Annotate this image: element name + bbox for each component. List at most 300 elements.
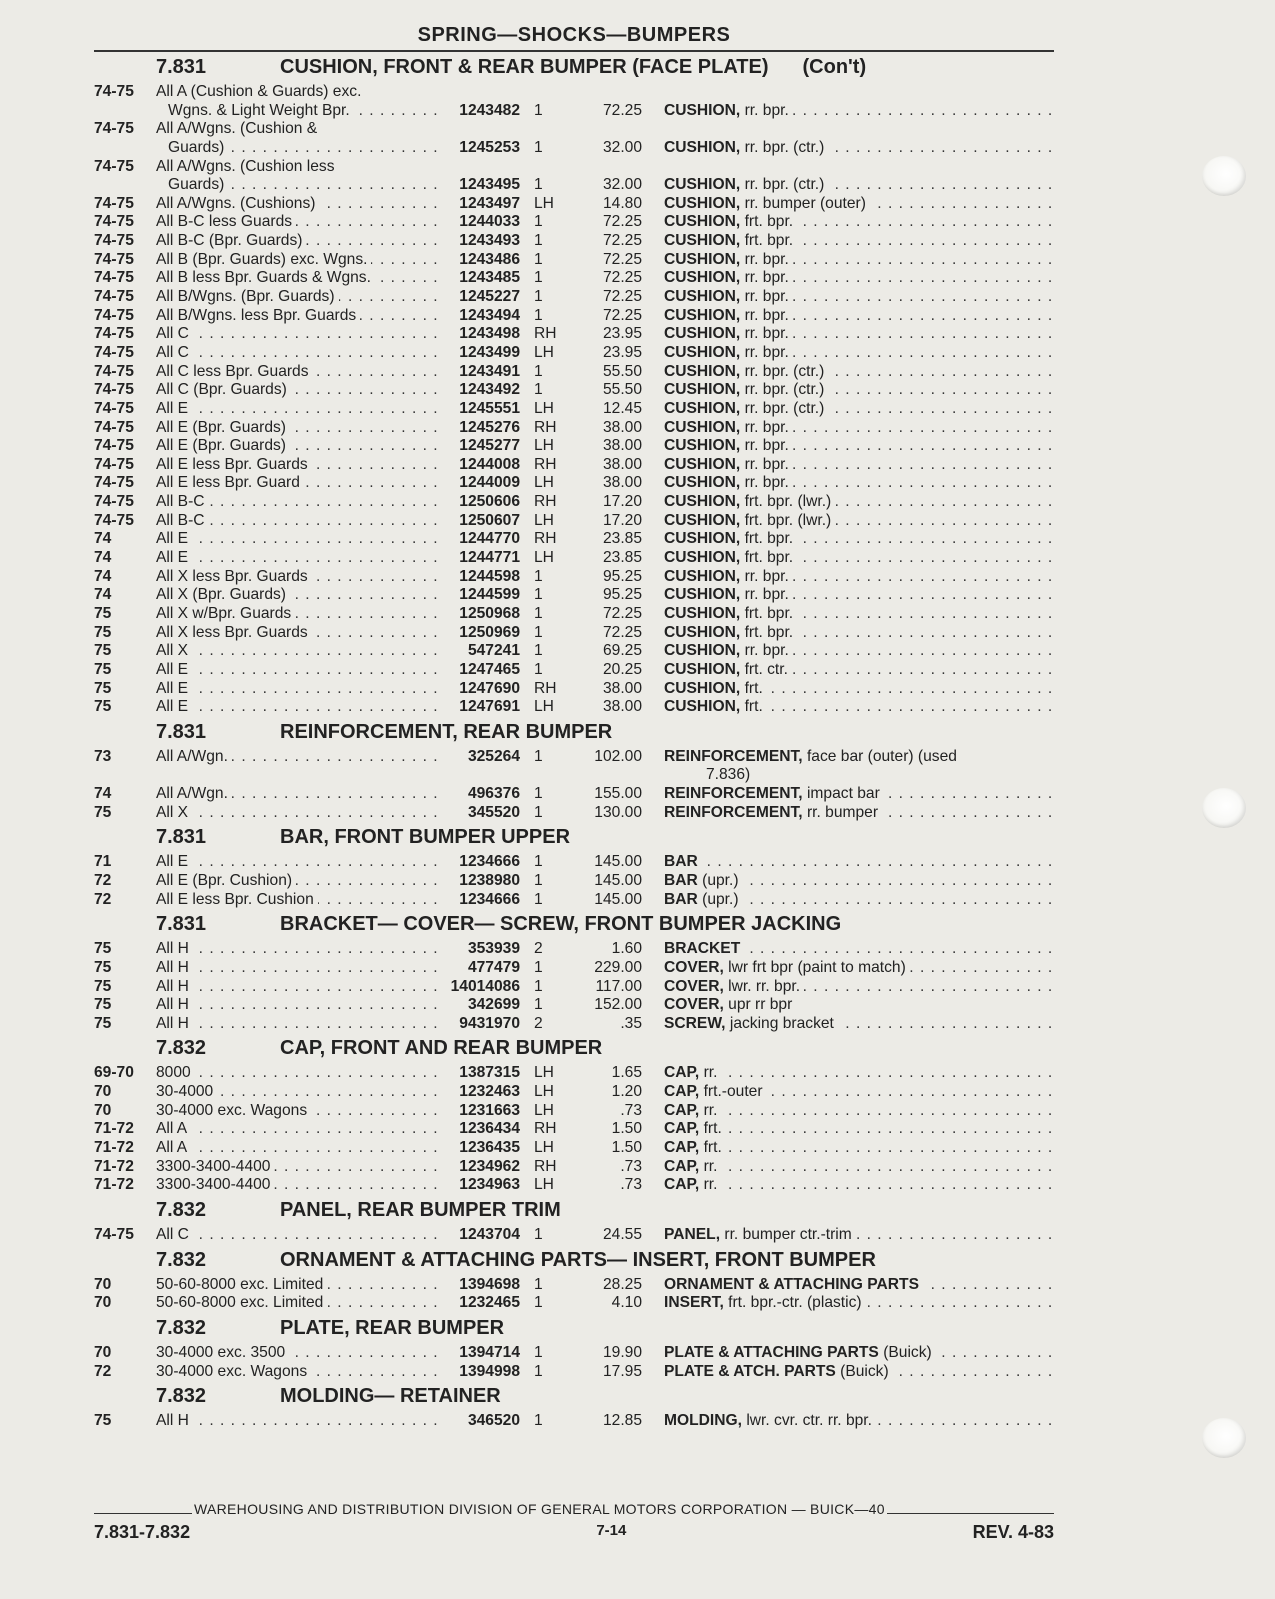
quantity: LH bbox=[534, 1064, 554, 1082]
section-heading bbox=[94, 1381, 1054, 1412]
part-name bbox=[642, 363, 1054, 382]
table-row bbox=[94, 766, 1054, 785]
part-name-bold: CUSHION, bbox=[664, 567, 741, 585]
part-name-bold: CUSHION, bbox=[664, 679, 741, 697]
part-name-detail: 7.836) bbox=[706, 766, 751, 784]
part-name-text bbox=[664, 400, 828, 417]
part-number: 1243498 bbox=[459, 325, 520, 343]
application-description bbox=[156, 1176, 444, 1195]
table-row bbox=[94, 139, 1054, 158]
application-text: 50-60-8000 exc. Limited bbox=[156, 1294, 327, 1311]
application-description bbox=[156, 549, 444, 568]
section-heading bbox=[94, 1245, 1054, 1276]
model-year: 75 bbox=[94, 623, 112, 641]
part-name-bold: ORNAMENT & ATTACHING PARTS bbox=[664, 1275, 919, 1293]
part-name-bold: CAP, bbox=[664, 1157, 700, 1175]
part-number bbox=[444, 158, 520, 177]
quantity: 1 bbox=[534, 1225, 543, 1243]
list-price: 69.25 bbox=[602, 642, 642, 660]
application-text: All E bbox=[156, 530, 192, 547]
list-price: 145.00 bbox=[594, 853, 642, 871]
part-number: 1243499 bbox=[459, 343, 520, 361]
quantity: RH bbox=[534, 418, 557, 436]
table-row bbox=[94, 940, 1054, 959]
application-description bbox=[156, 978, 444, 997]
part-number: 1245253 bbox=[459, 138, 520, 156]
application-text: All H bbox=[156, 996, 193, 1013]
list-price: 72.25 bbox=[602, 250, 642, 268]
quantity: LH bbox=[534, 1176, 554, 1194]
part-name bbox=[642, 624, 1054, 643]
model-year: 70 bbox=[94, 1083, 112, 1101]
part-name-text bbox=[664, 1015, 838, 1032]
part-name-detail: frt. bpr. (lwr.) bbox=[744, 511, 832, 529]
part-name bbox=[642, 748, 1054, 767]
table-row bbox=[94, 232, 1054, 251]
model-year: 74-75 bbox=[94, 493, 134, 511]
application-description bbox=[156, 1226, 444, 1245]
footer-section-range: 7.831-7.832 bbox=[94, 1522, 191, 1542]
section-1 bbox=[94, 717, 1054, 823]
table-row bbox=[94, 891, 1054, 910]
part-name-text bbox=[664, 978, 804, 995]
quantity: 1 bbox=[534, 567, 543, 585]
part-name-text bbox=[664, 785, 884, 802]
part-name-bold: CUSHION, bbox=[664, 325, 741, 343]
part-number: 1247465 bbox=[459, 660, 520, 678]
application-description bbox=[156, 251, 444, 270]
part-name-bold: COVER, bbox=[664, 958, 724, 976]
application-description bbox=[156, 419, 444, 438]
part-name-detail: rr. bpr. bbox=[744, 306, 789, 324]
table-row bbox=[94, 1120, 1054, 1139]
part-name bbox=[642, 269, 1054, 288]
part-name-bold: CUSHION, bbox=[664, 399, 741, 417]
table-row bbox=[94, 586, 1054, 605]
table-row bbox=[94, 1226, 1054, 1245]
application-text: All X (Bpr. Guards) bbox=[156, 586, 290, 603]
quantity: RH bbox=[534, 455, 557, 473]
part-name-detail: rr. bpr. bbox=[744, 325, 789, 343]
application-description bbox=[156, 680, 444, 699]
table-row bbox=[94, 288, 1054, 307]
section-3 bbox=[94, 909, 1054, 1033]
part-name bbox=[642, 549, 1054, 568]
part-name bbox=[642, 568, 1054, 587]
part-name-text bbox=[664, 307, 793, 324]
quantity: 1 bbox=[534, 747, 543, 765]
part-number: 1244008 bbox=[459, 455, 520, 473]
part-name-detail: rr. bpr. bbox=[744, 250, 789, 268]
list-price: 72.25 bbox=[602, 232, 642, 250]
table-row bbox=[94, 1015, 1054, 1034]
list-price: 38.00 bbox=[602, 698, 642, 716]
model-year: 70 bbox=[94, 1294, 112, 1312]
section-7 bbox=[94, 1313, 1054, 1381]
part-name-detail: upr rr bpr bbox=[728, 996, 793, 1014]
application-text: All H bbox=[156, 959, 193, 976]
list-price: 38.00 bbox=[602, 679, 642, 697]
part-name-bold: BAR bbox=[664, 871, 698, 889]
quantity: LH bbox=[534, 1139, 554, 1157]
quantity: 1 bbox=[534, 977, 543, 995]
application-text: 30-4000 exc. Wagons bbox=[156, 1102, 311, 1119]
list-price: 24.55 bbox=[602, 1225, 642, 1243]
application-description bbox=[156, 493, 444, 512]
application-text: All A/Wgns. (Cushions) bbox=[156, 195, 319, 212]
quantity: 1 bbox=[534, 213, 543, 231]
model-year: 74-75 bbox=[94, 83, 134, 100]
part-number: 1387315 bbox=[459, 1064, 520, 1082]
part-name-bold: CUSHION, bbox=[664, 288, 741, 306]
quantity: 1 bbox=[534, 232, 543, 250]
application-text: All E less Bpr. Guard bbox=[156, 474, 304, 491]
list-price: 1.20 bbox=[611, 1083, 642, 1101]
section-2 bbox=[94, 822, 1054, 909]
table-row bbox=[94, 363, 1054, 382]
application-text: All E (Bpr. Cushion) bbox=[156, 872, 296, 889]
quantity: RH bbox=[534, 1120, 557, 1138]
section-0 bbox=[94, 52, 1054, 717]
part-name-detail: frt. bpr. bbox=[744, 530, 794, 548]
table-row bbox=[94, 1176, 1054, 1195]
part-name-text bbox=[664, 83, 668, 100]
part-name-text bbox=[664, 1344, 936, 1361]
table-row bbox=[94, 642, 1054, 661]
part-name-text bbox=[664, 1363, 893, 1380]
section-code: 7.831 bbox=[156, 913, 207, 936]
application-description bbox=[156, 344, 444, 363]
part-name-bold: CUSHION, bbox=[664, 604, 741, 622]
part-name-detail: rr. bbox=[703, 1176, 718, 1194]
part-name-bold: CUSHION, bbox=[664, 474, 741, 492]
table-row bbox=[94, 959, 1054, 978]
application-text bbox=[156, 766, 160, 783]
table-row bbox=[94, 605, 1054, 624]
part-name-bold: CUSHION, bbox=[664, 493, 741, 511]
application-text: All E (Bpr. Guards) bbox=[156, 419, 290, 436]
table-row bbox=[94, 83, 1054, 102]
part-name-detail: jacking bracket bbox=[729, 1014, 834, 1032]
quantity: 1 bbox=[534, 871, 543, 889]
part-name bbox=[642, 288, 1054, 307]
part-name-detail: frt. bpr. bbox=[744, 232, 794, 250]
footer-page-number: 7-14 bbox=[596, 1522, 627, 1539]
table-row bbox=[94, 549, 1054, 568]
list-price: 1.60 bbox=[611, 940, 642, 958]
part-name-bold: COVER, bbox=[664, 977, 724, 995]
quantity: 1 bbox=[534, 803, 543, 821]
part-number: 1244009 bbox=[459, 474, 520, 492]
part-name-bold: CUSHION, bbox=[664, 437, 741, 455]
list-price: 72.25 bbox=[602, 269, 642, 287]
sections-container bbox=[94, 52, 1054, 1431]
application-text: All B-C bbox=[156, 512, 209, 529]
part-name-detail: rr. bbox=[703, 1157, 718, 1175]
section-title: PLATE, REAR BUMPER bbox=[280, 1316, 505, 1339]
application-description bbox=[156, 456, 444, 475]
footer-bottom bbox=[94, 1522, 1054, 1544]
part-name-bold: CUSHION, bbox=[664, 623, 741, 641]
part-name-detail: rr. bumper (outer) bbox=[744, 194, 866, 212]
part-name-detail: rr. bpr. (ctr.) bbox=[744, 362, 825, 380]
binder-hole-top bbox=[1202, 156, 1246, 196]
part-name bbox=[642, 251, 1054, 270]
section-title: MOLDING— RETAINER bbox=[280, 1385, 501, 1408]
list-price: 32.00 bbox=[602, 138, 642, 156]
table-row bbox=[94, 120, 1054, 139]
part-name-detail: (Buick) bbox=[840, 1362, 889, 1380]
part-name-bold: CAP, bbox=[664, 1101, 700, 1119]
table-row bbox=[94, 1083, 1054, 1102]
application-text: 30-4000 bbox=[156, 1083, 217, 1100]
part-name-text bbox=[664, 766, 754, 783]
application-text: All X less Bpr. Guards bbox=[156, 568, 312, 585]
list-price: 12.85 bbox=[602, 1412, 642, 1430]
model-year: 74-75 bbox=[94, 269, 134, 287]
table-row bbox=[94, 996, 1054, 1015]
part-name-detail: rr. bbox=[703, 1064, 718, 1082]
part-number bbox=[444, 83, 520, 102]
binder-hole-middle bbox=[1202, 788, 1246, 828]
quantity: 1 bbox=[534, 586, 543, 604]
list-price: 145.00 bbox=[594, 890, 642, 908]
quantity: LH bbox=[534, 1083, 554, 1101]
quantity: 1 bbox=[534, 362, 543, 380]
application-description bbox=[156, 1102, 444, 1121]
quantity: 2 bbox=[534, 940, 543, 958]
part-name-bold: SCREW, bbox=[664, 1014, 726, 1032]
list-price bbox=[572, 83, 642, 102]
part-number: 346520 bbox=[467, 1412, 520, 1430]
part-name bbox=[642, 804, 1054, 823]
list-price bbox=[572, 120, 642, 139]
part-name bbox=[642, 766, 1054, 785]
model-year: 75 bbox=[94, 1014, 112, 1032]
part-name-bold: MOLDING, bbox=[664, 1412, 742, 1430]
list-price: 23.85 bbox=[602, 530, 642, 548]
model-year bbox=[94, 766, 156, 785]
section-code: 7.831 bbox=[156, 720, 207, 743]
model-year: 74-75 bbox=[94, 250, 134, 268]
application-description bbox=[156, 269, 444, 288]
part-name-bold: CUSHION, bbox=[664, 511, 741, 529]
part-name-detail: rr. bpr. bbox=[744, 642, 789, 660]
table-row bbox=[94, 1064, 1054, 1083]
footer-division-line bbox=[94, 1500, 1054, 1518]
part-name-bold: CUSHION, bbox=[664, 418, 741, 436]
application-description bbox=[156, 624, 444, 643]
application-text: Guards) bbox=[156, 139, 228, 156]
part-name-bold: CUSHION, bbox=[664, 194, 741, 212]
list-price: 14.80 bbox=[602, 194, 642, 212]
part-name-text bbox=[664, 251, 793, 268]
application-text: 3300-3400-4400 bbox=[156, 1176, 274, 1193]
part-name-detail: impact bar bbox=[806, 785, 880, 803]
application-text: All E bbox=[156, 661, 192, 678]
model-year bbox=[94, 139, 156, 158]
quantity: LH bbox=[534, 511, 554, 529]
list-price bbox=[572, 766, 642, 785]
section-continued: (Con't) bbox=[802, 56, 867, 78]
table-row bbox=[94, 680, 1054, 699]
quantity: 1 bbox=[534, 890, 543, 908]
part-number: 9431970 bbox=[459, 1014, 520, 1032]
table-row bbox=[94, 853, 1054, 872]
application-description bbox=[156, 400, 444, 419]
part-name-bold: CUSHION, bbox=[664, 549, 741, 567]
list-price: 117.00 bbox=[595, 977, 642, 995]
list-price: 4.10 bbox=[611, 1294, 642, 1312]
part-name-detail: rr. bpr. bbox=[744, 101, 789, 119]
part-name-text bbox=[664, 1176, 721, 1193]
table-row bbox=[94, 624, 1054, 643]
quantity: 1 bbox=[534, 1412, 543, 1430]
part-name bbox=[642, 1083, 1054, 1102]
list-price: 95.25 bbox=[602, 586, 642, 604]
list-price: 102.00 bbox=[594, 747, 642, 765]
part-name-text bbox=[664, 456, 793, 473]
model-year: 74-75 bbox=[94, 213, 134, 231]
application-description bbox=[156, 642, 444, 661]
table-row bbox=[94, 269, 1054, 288]
model-year: 74-75 bbox=[94, 120, 134, 138]
part-name bbox=[642, 940, 1054, 959]
application-text: All H bbox=[156, 1015, 193, 1032]
part-name bbox=[642, 698, 1054, 717]
quantity bbox=[520, 83, 572, 102]
section-title: REINFORCEMENT, REAR BUMPER bbox=[280, 720, 613, 743]
application-text: 30-4000 exc. Wagons bbox=[156, 1363, 311, 1380]
application-text: All H bbox=[156, 1412, 193, 1429]
list-price: 20.25 bbox=[602, 660, 642, 678]
part-name bbox=[642, 400, 1054, 419]
part-number: 1250968 bbox=[459, 604, 520, 622]
model-year: 75 bbox=[94, 996, 112, 1014]
list-price: 229.00 bbox=[594, 958, 642, 976]
table-row bbox=[94, 493, 1054, 512]
list-price: 12.45 bbox=[602, 399, 642, 417]
part-name bbox=[642, 456, 1054, 475]
part-name-detail: frt. bbox=[703, 1120, 722, 1138]
list-price: .73 bbox=[620, 1101, 642, 1119]
application-description bbox=[156, 1120, 444, 1139]
application-description bbox=[156, 83, 444, 102]
part-name-text bbox=[664, 1120, 726, 1137]
part-name-bold: CUSHION, bbox=[664, 660, 741, 678]
section-4 bbox=[94, 1033, 1054, 1194]
application-text: All B (Bpr. Guards) exc. Wgns. bbox=[156, 251, 371, 268]
part-name-bold: CUSHION, bbox=[664, 362, 741, 380]
part-number: 1244771 bbox=[459, 549, 520, 567]
quantity: 1 bbox=[534, 996, 543, 1014]
application-description bbox=[156, 1015, 444, 1034]
section-title: BAR, FRONT BUMPER UPPER bbox=[280, 826, 571, 849]
application-description bbox=[156, 288, 444, 307]
part-name-bold: REINFORCEMENT, bbox=[664, 747, 803, 765]
part-name-text bbox=[664, 1064, 721, 1081]
model-year: 74-75 bbox=[94, 288, 134, 306]
section-code: 7.832 bbox=[156, 1198, 207, 1221]
part-name bbox=[642, 419, 1054, 438]
part-number: 1244770 bbox=[459, 530, 520, 548]
model-year: 74-75 bbox=[94, 511, 134, 529]
part-name-bold: CAP, bbox=[664, 1120, 700, 1138]
application-text: All A (Cushion & Guards) exc. bbox=[156, 83, 365, 100]
table-row bbox=[94, 530, 1054, 549]
quantity: RH bbox=[534, 325, 557, 343]
part-number: 353939 bbox=[467, 940, 520, 958]
part-name-text bbox=[664, 139, 828, 156]
part-name-text bbox=[664, 195, 870, 212]
binder-hole-bottom bbox=[1202, 1418, 1246, 1458]
application-description bbox=[156, 530, 444, 549]
part-name-bold: CUSHION, bbox=[664, 642, 741, 660]
part-name-detail: lwr frt bpr (paint to match) bbox=[728, 958, 906, 976]
application-description bbox=[156, 748, 444, 767]
model-year: 71 bbox=[94, 853, 112, 871]
application-text: All H bbox=[156, 940, 193, 957]
model-year: 75 bbox=[94, 642, 112, 660]
model-year: 71-72 bbox=[94, 1157, 134, 1175]
model-year: 75 bbox=[94, 679, 112, 697]
list-price: 17.95 bbox=[602, 1362, 642, 1380]
part-name-bold: CUSHION, bbox=[664, 455, 741, 473]
part-name bbox=[642, 1120, 1054, 1139]
section-heading bbox=[94, 909, 1054, 940]
application-text: All E (Bpr. Guards) bbox=[156, 437, 290, 454]
table-row bbox=[94, 872, 1054, 891]
table-row bbox=[94, 437, 1054, 456]
part-name-text bbox=[664, 549, 797, 566]
part-number: 1232465 bbox=[459, 1294, 520, 1312]
part-name-bold: CUSHION, bbox=[664, 269, 741, 287]
quantity: 1 bbox=[534, 250, 543, 268]
model-year: 74-75 bbox=[94, 381, 134, 399]
footer-division: WAREHOUSING AND DISTRIBUTION DIVISION OF GENERAL MOTORS CORPORATION — BUICK—40 bbox=[194, 1501, 885, 1517]
part-name-text bbox=[664, 419, 793, 436]
table-row bbox=[94, 344, 1054, 363]
application-description bbox=[156, 176, 444, 195]
table-row bbox=[94, 307, 1054, 326]
quantity: RH bbox=[534, 530, 557, 548]
part-name-detail: rr. bumper ctr.-trim bbox=[724, 1225, 852, 1243]
application-description bbox=[156, 474, 444, 493]
part-name-text bbox=[664, 493, 835, 510]
model-year: 74-75 bbox=[94, 455, 134, 473]
part-name-bold: CUSHION, bbox=[664, 530, 741, 548]
application-description bbox=[156, 437, 444, 456]
part-name-detail: rr. bpr. bbox=[744, 474, 789, 492]
part-name-text bbox=[664, 1083, 767, 1100]
table-row bbox=[94, 1344, 1054, 1363]
part-name-bold: CAP, bbox=[664, 1064, 700, 1082]
part-name-detail: rr. bpr. (ctr.) bbox=[744, 176, 825, 194]
part-name-text bbox=[664, 642, 793, 659]
quantity: LH bbox=[534, 194, 554, 212]
part-name-text bbox=[664, 891, 743, 908]
part-number: 1243491 bbox=[459, 362, 520, 380]
part-name-bold: CUSHION, bbox=[664, 176, 741, 194]
application-text: 50-60-8000 exc. Limited bbox=[156, 1276, 327, 1293]
application-description bbox=[156, 1412, 444, 1431]
part-name bbox=[642, 83, 1054, 102]
application-text: All X less Bpr. Guards bbox=[156, 624, 312, 641]
section-title: BRACKET— COVER— SCREW, FRONT BUMPER JACKING bbox=[280, 913, 842, 936]
table-row bbox=[94, 698, 1054, 717]
part-name-bold: REINFORCEMENT, bbox=[664, 803, 803, 821]
table-row bbox=[94, 568, 1054, 587]
